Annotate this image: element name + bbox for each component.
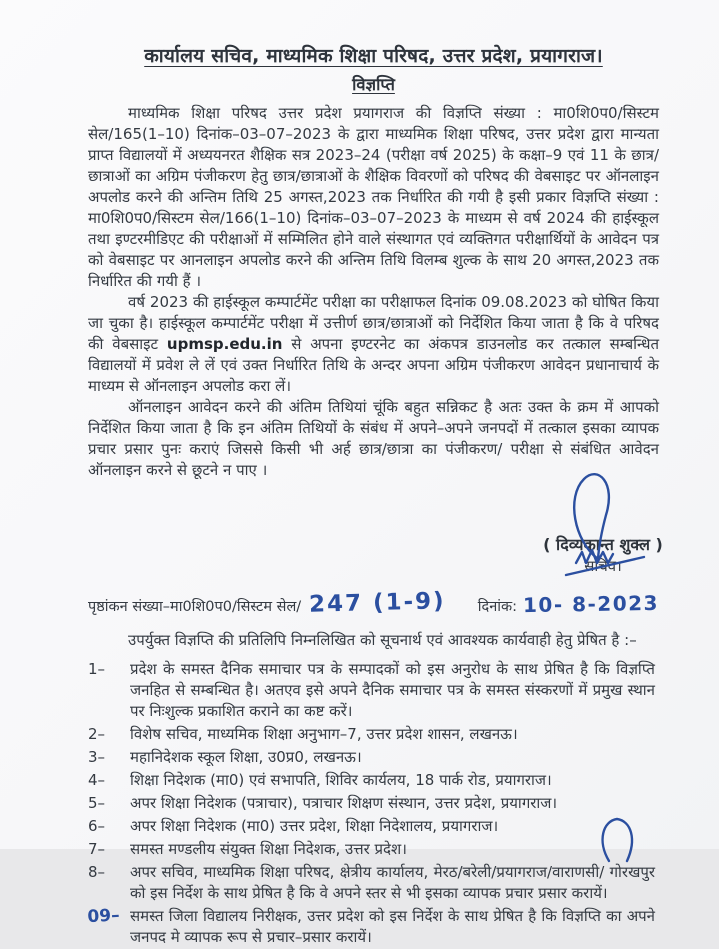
handwritten-endorsement-number: 247 (1-9) xyxy=(308,588,447,618)
website-text: upmsp.edu.in xyxy=(166,335,283,353)
item-text: समस्त मण्डलीय संयुक्त शिक्षा निदेशक, उत्तर प्रदेश। xyxy=(130,840,407,858)
list-item xyxy=(88,816,659,837)
signatory-name: ( दिव्यकान्त शुक्ल ) xyxy=(543,535,663,554)
item-text: महानिदेशक स्कूल शिक्षा, उ0प्र0, लखनऊ। xyxy=(130,748,362,766)
date-label: दिनांक: xyxy=(477,599,518,615)
notice-body xyxy=(88,103,659,481)
handwritten-pen-loop xyxy=(595,815,647,863)
item-number: 2– xyxy=(88,725,106,743)
handwritten-date: 10- 8-2023 xyxy=(522,590,660,618)
item-number: 8– xyxy=(88,863,106,881)
item-number: 4– xyxy=(88,771,106,789)
paragraph-compartment-result xyxy=(88,292,659,397)
item-text: अपर शिक्षा निदेशक (मा0) उत्तर प्रदेश, शिक्षा निदेशालय, प्रयागराज। xyxy=(130,817,499,835)
handwritten-signature xyxy=(540,467,670,587)
list-item xyxy=(88,659,659,722)
item-text: अपर शिक्षा निदेशक (पत्राचार), पत्राचार शिक्षण संस्थान, उत्तर प्रदेश, प्रयागराज। xyxy=(130,794,558,812)
distribution-list xyxy=(88,659,659,948)
office-title: कार्यालय सचिव, माध्यमिक शिक्षा परिषद, उत्तर प्रदेश, प्रयागराज। xyxy=(144,45,603,67)
subtitle-wrap xyxy=(88,72,659,95)
item-number: 3– xyxy=(88,748,106,766)
distribution-intro: उपर्युक्त विज्ञप्ति की प्रतिलिपि निम्नलिखित को सूचनार्थ एवं आवश्यक कार्यवाही हेतु प्रेषित है :– xyxy=(128,631,637,649)
item-number: 5– xyxy=(88,794,106,812)
list-item xyxy=(88,839,659,860)
list-item xyxy=(88,724,659,745)
document-header xyxy=(88,42,659,68)
endorsement-date xyxy=(478,592,659,616)
para2-text-before: वर्ष 2023 की हाईस्कूल कम्पार्टमेंट परीक्षा का परीक्षाफल दिनांक 09.08.2023 को घोषित किया जा चुका है। हाईस्कूल कम्पार्टमेंट परीक्षा में उत्तीर्ण छात्र/छात्राओं को निर्देशित किया जाता है कि वे परिषद की वेबसाइट xyxy=(88,293,659,353)
item-number: 6– xyxy=(88,817,106,835)
paragraph-registration-dates: माध्यमिक शिक्षा परिषद उत्तर प्रदेश प्रयागराज की विज्ञप्ति संख्या : मा0शि0प0/सिस्टम सेल/165(1–10) दिनांक–03–07–2023 के द्वारा माध्यमिक शिक्षा परिषद, उत्तर प्रदेश द्वारा मान्यता प्राप्त विद्यालयों में अध्ययनरत शैक्षिक सत्र 2023–24 (परीक्षा वर्ष 2025) के कक्षा–9 एवं 11 के छात्र/छात्राओं का अग्रिम पंजीकरण हेतु छात्र/छात्राओं के शैक्षिक विवरणों को परिषद की वेबसाइट पर ऑनलाइन अपलोड करने की अन्तिम तिथि 25 अगस्त,2023 तक निर्धारित की गयी है इसी प्रकार विज्ञप्ति संख्या : मा0शि0प0/सिस्टम सेल/166(1–10) दिनांक–03–07–2023 के माध्यम से वर्ष 2024 की हाईस्कूल तथा इण्टरमीडिएट की परीक्षाओं में सम्मिलित होने वाले संस्थागत एवं व्यक्तिगत परीक्षार्थियों के आवेदन पत्र को वेबसाइट पर आनलाइन अपलोड करने की अन्तिम तिथि विलम्ब शुल्क के साथ 20 अगस्त,2023 तक निर्धारित की गयी हैं । xyxy=(88,104,659,290)
endorsement-row xyxy=(88,590,659,616)
item-number-handwritten: 09– xyxy=(86,905,121,928)
item-text: प्रदेश के समस्त दैनिक समाचार पत्र के सम्पादकों को इस अनुरोध के साथ प्रेषित है कि विज्ञप्ति जनहित से सम्बन्धित है। अतएव इसे अपने दैनिक समाचार पत्र के समस्त संस्करणों में प्रमुख स्थान पर निःशुल्क प्रकाशित कराने का कष्ट करें। xyxy=(130,660,655,720)
item-text: विशेष सचिव, माध्यमिक शिक्षा अनुभाग–7, उत्तर प्रदेश शासन, लखनऊ। xyxy=(130,725,518,743)
list-item xyxy=(88,747,659,768)
item-text: समस्त जिला विद्यालय निरीक्षक, उत्तर प्रदेश को इस निर्देश के साथ प्रेषित है कि विज्ञप्ति का अपने जनपद मे व्यापक रूप से प्रचार–प्रसार करायें। xyxy=(130,907,655,946)
item-text: अपर सचिव, माध्यमिक शिक्षा परिषद, क्षेत्रीय कार्यालय, मेरठ/बरेली/प्रयागराज/वाराणसी/ गोरखपुर को इस निर्देश के साथ प्रेषित है कि वे अपने स्तर से भी इसका व्यापक प्रचार प्रसार करायें। xyxy=(130,863,655,902)
list-item xyxy=(88,862,659,904)
paragraph-publicity-instruction: ऑनलाइन आवेदन करने की अंतिम तिथियां चूंकि बहुत सन्निकट है अतः उक्त के क्रम में आपको निर्देशित किया जाता है कि इन अंतिम तिथियों के संबंध में अपने–अपने जनपदों में तत्काल इसका व्यापक प्रचार प्रसार पुनः कराएं जिससे किसी भी अर्ह छात्र/छात्रा का पंजीकरण/ परीक्षा से संबंधित आवेदन ऑनलाइन करने से छूटने न पाए । xyxy=(88,398,659,479)
item-number: 1– xyxy=(88,660,106,678)
notice-subtitle: विज्ञप्ति xyxy=(352,75,395,94)
item-number: 7– xyxy=(88,840,106,858)
para2-text-after: से अपना इण्टरनेट का अंकपत्र डाउनलोड कर तत्काल सम्बन्धित विद्यालयों में प्रवेश ले लें एवं उक्त निर्धारित तिथि के अन्दर अपना अग्रिम पंजीकरण आवेदन प्रधानाचार्य के माध्यम से ऑनलाइन अपलोड करा लें। xyxy=(88,335,659,395)
item-text: शिक्षा निदेशक (मा0) एवं सभापति, शिविर कार्यलय, 18 पार्क रोड, प्रयागराज। xyxy=(130,771,552,789)
endorsement-label: पृष्ठांकन संख्या–मा0शि0प0/सिस्टम सेल/ xyxy=(88,599,302,615)
signatory-designation: सचिव। xyxy=(584,557,622,575)
list-item xyxy=(88,793,659,814)
signature-block xyxy=(488,533,718,576)
list-item xyxy=(88,906,659,948)
list-item xyxy=(88,770,659,791)
